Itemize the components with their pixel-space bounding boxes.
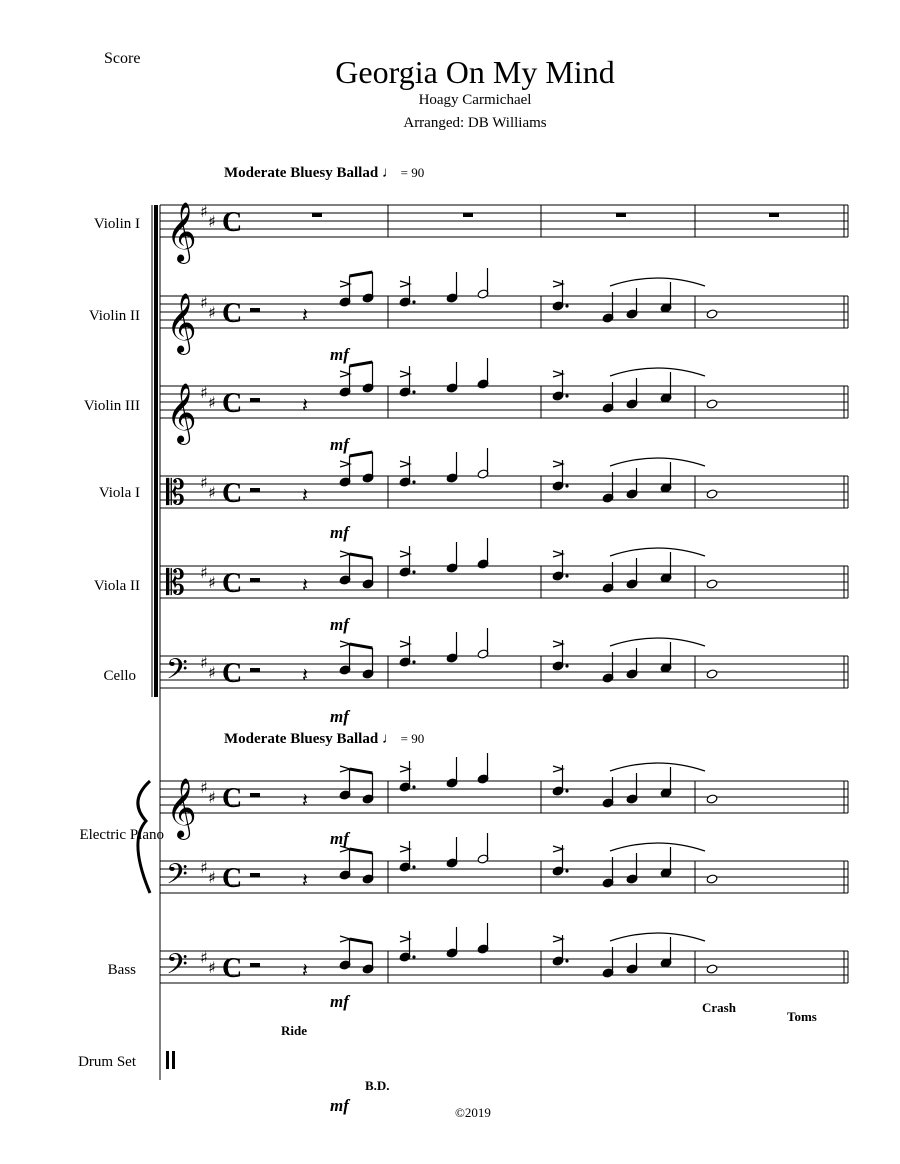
piano-brace [138, 781, 150, 893]
toms-label: Toms [787, 1009, 817, 1024]
beam [350, 939, 373, 943]
quarter-note-icon: ♩ [381, 731, 397, 747]
sharp-icon: ♯ [208, 483, 216, 502]
quarter-rest: 𝄽 [302, 573, 309, 597]
time-signature: C [222, 658, 243, 689]
bass-clef-icon: 𝄢 [166, 653, 188, 693]
dynamic-mf: mf [330, 829, 349, 848]
half-rest [250, 398, 260, 402]
dot [565, 484, 568, 487]
crash-label: Crash [702, 1000, 736, 1015]
quarter-rest: 𝄽 [302, 868, 309, 892]
dynamic-mf: mf [330, 1096, 349, 1115]
slur [610, 278, 705, 286]
sharp-icon: ♯ [208, 788, 216, 807]
instrument-violin-2: Violin II [88, 308, 140, 324]
accent-mark [400, 371, 410, 377]
sharp-icon: ♯ [208, 393, 216, 412]
bass-drum-label: B.D. [365, 1078, 390, 1093]
sharp-icon: ♯ [208, 212, 216, 231]
treble-clef-icon: 𝄞 [166, 202, 197, 262]
dynamic-mf: mf [330, 435, 349, 454]
instrument-drum-set: Drum Set [78, 1054, 136, 1070]
dynamic-mf: mf [330, 523, 349, 542]
sharp-icon: ♯ [200, 383, 208, 402]
dynamic-mf: mf [330, 615, 349, 634]
accent-mark [340, 641, 350, 647]
score-label: Score [104, 50, 141, 67]
beam [350, 644, 373, 648]
treble-clef-icon: 𝄞 [166, 293, 197, 353]
notehead [706, 309, 718, 319]
dynamic-mf: mf [330, 992, 349, 1011]
dot [412, 785, 415, 788]
accent-mark [400, 551, 410, 557]
accent-mark [553, 846, 563, 852]
time-signature: C [222, 568, 243, 599]
notehead [706, 579, 718, 589]
accent-mark [553, 641, 563, 647]
dot [412, 955, 415, 958]
accent-mark [340, 936, 350, 942]
dot [412, 865, 415, 868]
beam [350, 554, 373, 558]
dot [565, 789, 568, 792]
dot [412, 480, 415, 483]
dynamic-mf: mf [330, 345, 349, 364]
dot [412, 660, 415, 663]
notehead [706, 399, 718, 409]
instrument-electric-piano: Electric Piano [79, 827, 164, 843]
notehead [706, 874, 718, 884]
accent-mark [400, 461, 410, 467]
whole-rest [463, 213, 473, 217]
accent-mark [553, 766, 563, 772]
whole-rest [769, 213, 779, 217]
sharp-icon: ♯ [200, 948, 208, 967]
dot [565, 959, 568, 962]
sharp-icon: ♯ [208, 303, 216, 322]
slur [610, 548, 705, 556]
bass-clef-icon: 𝄢 [166, 948, 188, 988]
dot [412, 570, 415, 573]
notehead [706, 964, 718, 974]
slur [610, 458, 705, 466]
percussion-clef-icon [172, 1051, 175, 1069]
tempo-value: = 90 [400, 731, 425, 746]
instrument-violin-1: Violin I [93, 216, 140, 232]
alto-clef-icon: 𝄡 [166, 563, 185, 603]
sharp-icon: ♯ [200, 293, 208, 312]
slur [610, 368, 705, 376]
half-rest [250, 793, 260, 797]
half-rest [250, 308, 260, 312]
page-title: Georgia On My Mind [335, 54, 615, 90]
half-rest [250, 963, 260, 967]
instrument-viola-1: Viola I [98, 485, 140, 501]
slur [610, 763, 705, 771]
half-rest [250, 668, 260, 672]
accent-mark [553, 551, 563, 557]
dot [565, 869, 568, 872]
slur [610, 638, 705, 646]
quarter-rest: 𝄽 [302, 303, 309, 327]
accent-mark [400, 766, 410, 772]
treble-clef-icon: 𝄞 [166, 778, 197, 838]
time-signature: C [222, 388, 243, 419]
treble-clef-icon: 𝄞 [166, 383, 197, 443]
sharp-icon: ♯ [208, 958, 216, 977]
accent-mark [400, 281, 410, 287]
accent-mark [553, 371, 563, 377]
sharp-icon: ♯ [200, 202, 208, 221]
quarter-rest: 𝄽 [302, 663, 309, 687]
copyright: ©2019 [455, 1105, 491, 1120]
time-signature: C [222, 478, 243, 509]
time-signature: C [222, 953, 243, 984]
dot [565, 574, 568, 577]
time-signature: C [222, 783, 243, 814]
accent-mark [340, 551, 350, 557]
dot [565, 304, 568, 307]
composer: Hoagy Carmichael [418, 92, 532, 108]
bass-clef-icon: 𝄢 [166, 858, 188, 898]
accent-mark [400, 641, 410, 647]
beam [350, 769, 373, 773]
sharp-icon: ♯ [208, 868, 216, 887]
dot [412, 390, 415, 393]
quarter-rest: 𝄽 [302, 958, 309, 982]
notehead [706, 669, 718, 679]
time-signature: C [222, 863, 243, 894]
quarter-rest: 𝄽 [302, 393, 309, 417]
beam [350, 849, 373, 853]
beam [350, 452, 373, 456]
accent-mark [553, 461, 563, 467]
dot [412, 300, 415, 303]
whole-rest [312, 213, 322, 217]
notehead [706, 489, 718, 499]
slur [610, 933, 705, 941]
instrument-viola-2: Viola II [93, 578, 140, 594]
accent-mark [400, 846, 410, 852]
tempo-value: = 90 [400, 165, 425, 180]
accent-mark [340, 281, 350, 287]
sharp-icon: ♯ [200, 473, 208, 492]
sharp-icon: ♯ [208, 663, 216, 682]
instrument-bass: Bass [107, 962, 136, 978]
accent-mark [340, 461, 350, 467]
accent-mark [340, 766, 350, 772]
slur [610, 843, 705, 851]
percussion-clef-icon [166, 1051, 169, 1069]
sharp-icon: ♯ [208, 573, 216, 592]
quarter-rest: 𝄽 [302, 483, 309, 507]
notehead [706, 794, 718, 804]
staves [138, 202, 848, 1080]
beam [350, 272, 373, 276]
sharp-icon: ♯ [200, 778, 208, 797]
dot [565, 394, 568, 397]
beam [350, 362, 373, 366]
tempo-text: Moderate Bluesy Ballad [224, 731, 379, 747]
time-signature: C [222, 298, 243, 329]
accent-mark [340, 371, 350, 377]
quarter-rest: 𝄽 [302, 788, 309, 812]
accent-mark [553, 281, 563, 287]
alto-clef-icon: 𝄡 [166, 473, 185, 513]
half-rest [250, 578, 260, 582]
instrument-violin-3: Violin III [83, 398, 140, 414]
accent-mark [553, 936, 563, 942]
half-rest [250, 873, 260, 877]
arranger: Arranged: DB Williams [403, 115, 547, 131]
accent-mark [400, 936, 410, 942]
notes [166, 213, 779, 1069]
sharp-icon: ♯ [200, 653, 208, 672]
sharp-icon: ♯ [200, 858, 208, 877]
half-rest [250, 488, 260, 492]
quarter-note-icon: ♩ [381, 165, 397, 181]
dot [565, 664, 568, 667]
dynamic-mf: mf [330, 707, 349, 726]
sharp-icon: ♯ [200, 563, 208, 582]
instrument-cello: Cello [103, 668, 136, 684]
accent-mark [340, 846, 350, 852]
time-signature: C [222, 207, 243, 238]
ride-label: Ride [281, 1023, 307, 1038]
whole-rest [616, 213, 626, 217]
tempo-text: Moderate Bluesy Ballad [224, 165, 379, 181]
